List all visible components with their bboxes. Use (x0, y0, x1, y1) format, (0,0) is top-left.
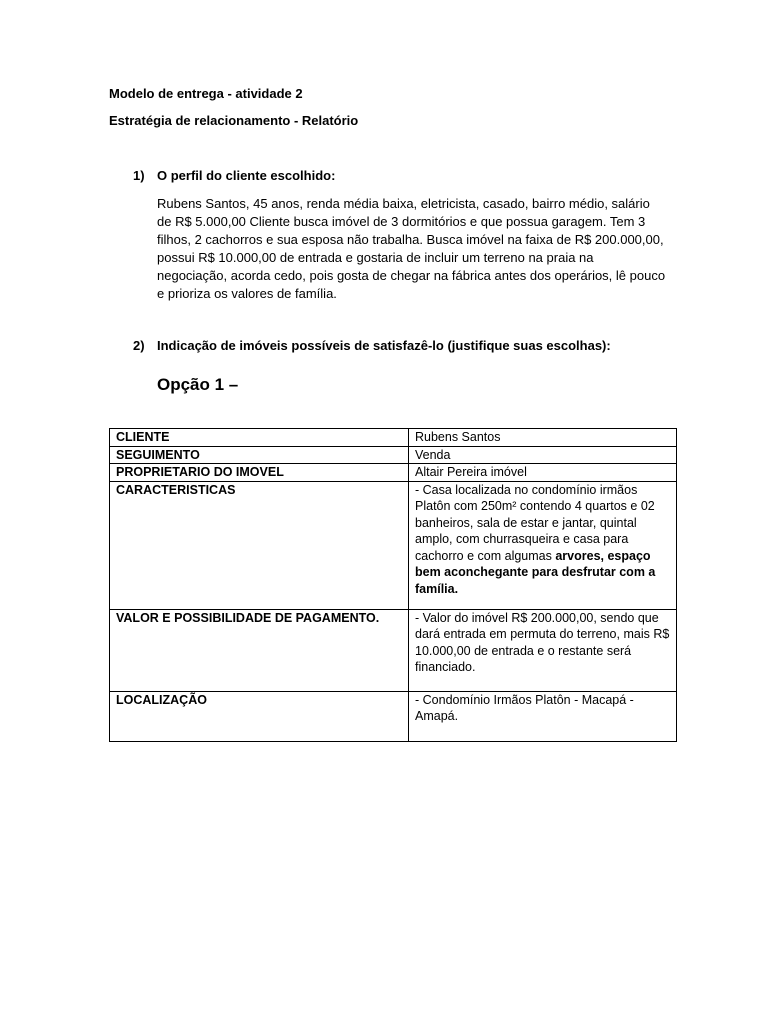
row-key-proprietario: PROPRIETARIO DO IMOVEL (110, 464, 409, 482)
row-key-valor: VALOR E POSSIBILIDADE DE PAGAMENTO. (110, 609, 409, 691)
table-row (110, 691, 677, 741)
table-row (110, 481, 677, 609)
section-1-number: 1) (133, 168, 145, 183)
row-key-cliente: CLIENTE (110, 429, 409, 447)
row-value-valor: - Valor do imóvel R$ 200.000,00, sendo que dará entrada em permuta do terreno, mais R$ 10.000,00 de entrada e o restante será financiado. (409, 609, 677, 691)
row-value-seguimento: Venda (409, 446, 677, 464)
row-key-caracteristicas: CARACTERISTICAS (110, 481, 409, 609)
section-2-heading (133, 338, 611, 353)
document-subtitle: Estratégia de relacionamento - Relatório (109, 113, 359, 128)
row-key-localizacao: LOCALIZAÇÃO (110, 691, 409, 741)
client-profile-paragraph: Rubens Santos, 45 anos, renda média baixa, eletricista, casado, bairro médio, salário de R$ 5.000,00 Cliente busca imóvel de 3 dormitórios e que possua garagem. Tem 3 filhos, 2 cachorros e sua esposa não trabalha. Busca imóvel na faixa de R$ 200.000,00, possui R$ 10.000,00 de entrada e gostaria de incluir um terreno na praia na negociação, acorda cedo, pois gosta de chegar na fábrica antes dos operários, lê pouco e prioriza os valores de família. (157, 196, 666, 301)
row-value-proprietario: Altair Pereira imóvel (409, 464, 677, 482)
section-1-title: O perfil do cliente escolhido: (157, 168, 336, 183)
row-value-caracteristicas (409, 481, 677, 609)
row-key-seguimento: SEGUIMENTO (110, 446, 409, 464)
table-row (110, 464, 677, 482)
section-2-number: 2) (133, 338, 145, 353)
caracteristicas-text: - Casa localizada no condomínio irmãos Platôn com 250m² contendo 4 quartos e 02 banheiros, sala de estar e jantar, quintal amplo, com churrasqueira e casa para cachorro e com algumas (415, 482, 655, 563)
row-value-localizacao: - Condomínio Irmãos Platôn - Macapá - Amapá. (409, 691, 677, 741)
document-title: Modelo de entrega - atividade 2 (109, 86, 303, 101)
section-2-title: Indicação de imóveis possíveis de satisfazê-lo (justifique suas escolhas): (157, 338, 611, 353)
table-row (110, 429, 677, 447)
option-title: Opção 1 – (157, 375, 239, 394)
row-value-cliente: Rubens Santos (409, 429, 677, 447)
property-table (109, 428, 677, 742)
table-row (110, 609, 677, 691)
section-1-heading (133, 168, 335, 183)
table-row (110, 446, 677, 464)
caracteristicas-bold-text: arvores, espaço bem aconchegante para desfrutar com a família. (415, 548, 656, 596)
